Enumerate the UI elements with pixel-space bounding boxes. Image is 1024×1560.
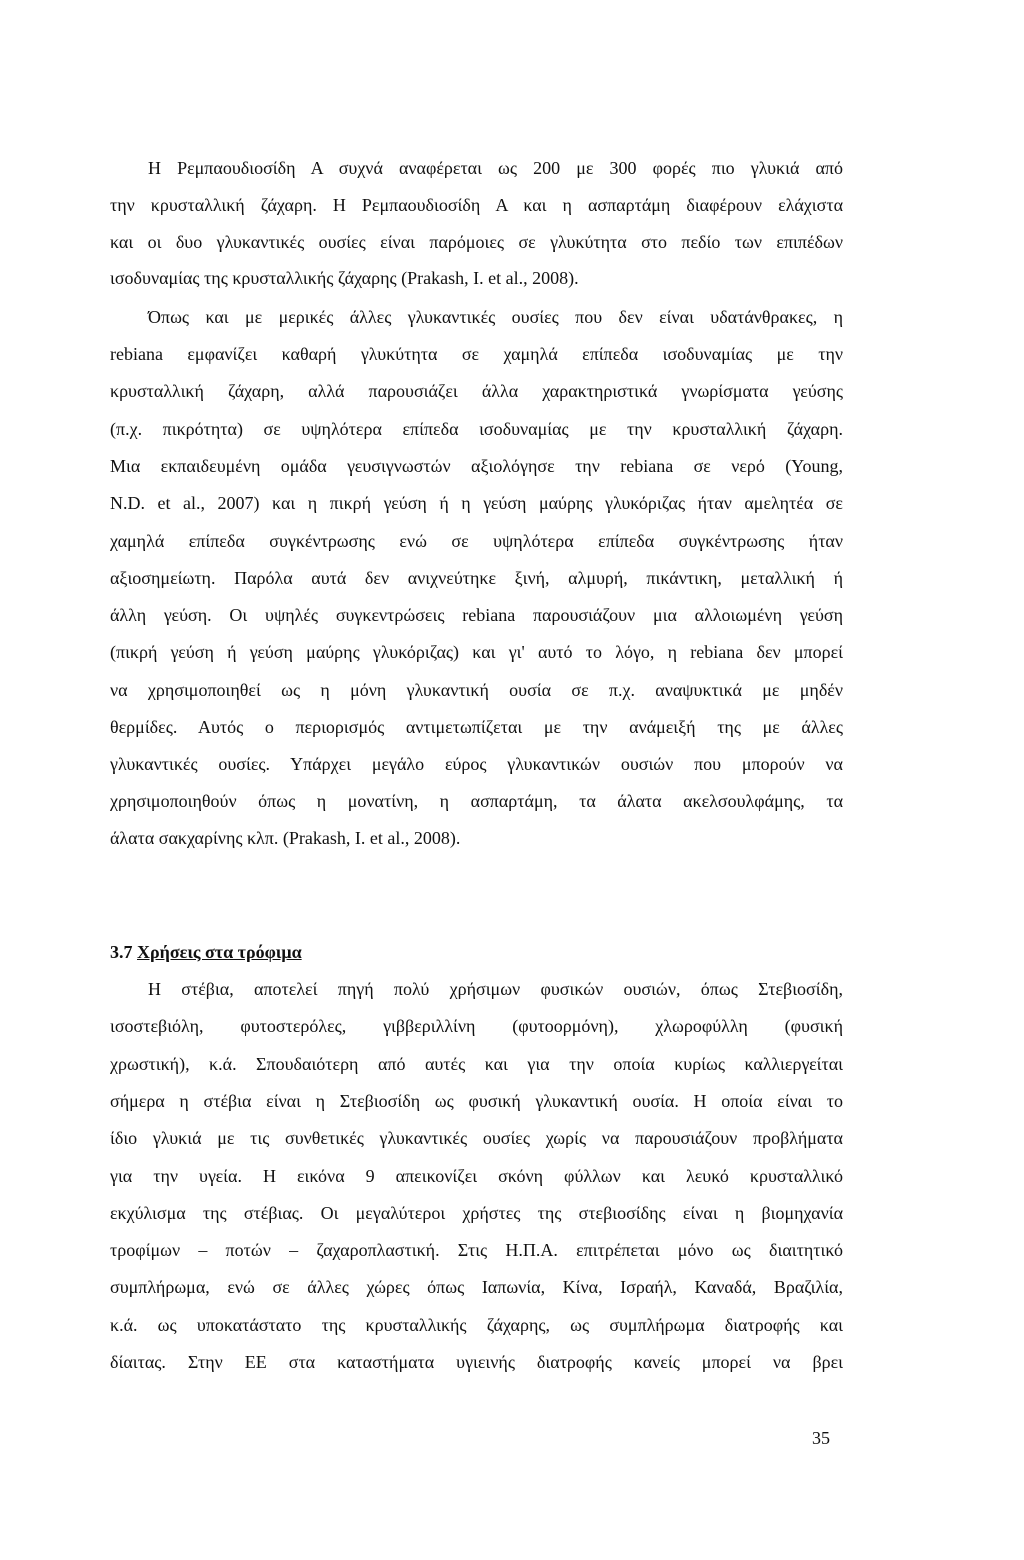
text-line: χαμηλά επίπεδα συγκέντρωσης ενώ σε υψηλότερα επίπεδα συγκέντρωσης ήταν — [110, 531, 843, 551]
text-line: άλλη γεύση. Οι υψηλές συγκεντρώσεις rebiana παρουσιάζουν μια αλλοιωμένη γεύση — [110, 605, 843, 625]
text-line: N.D. et al., 2007) και η πικρή γεύση ή η γεύση μαύρης γλυκόριζας ήταν αμελητέα σε — [110, 493, 843, 513]
text-line: συμπλήρωμα, ενώ σε άλλες χώρες όπως Ιαπωνία, Κίνα, Ισραήλ, Καναδά, Βραζιλία, — [110, 1277, 843, 1297]
text-line: να χρησιμοποιηθεί ως η μόνη γλυκαντική ουσία σε π.χ. αναψυκτικά με μηδέν — [110, 680, 843, 700]
text-line: σήμερα η στέβια είναι η Στεβιοσίδη ως φυσική γλυκαντική ουσία. Η οποία είναι το — [110, 1091, 843, 1111]
text-line: Η στέβια, αποτελεί πηγή πολύ χρήσιμων φυσικών ουσιών, όπως Στεβιοσίδη, — [148, 979, 843, 999]
text-line: ισοστεβιόλη, φυτοστερόλες, γιββεριλλίνη (φυτοορμόνη), χλωροφύλλη (φυσική — [110, 1016, 843, 1036]
text-line: Η Ρεμπαουδιοσίδη Α συχνά αναφέρεται ως 200 με 300 φορές πιο γλυκιά από — [148, 158, 843, 178]
page-number: 35 — [812, 1428, 830, 1448]
section-heading — [110, 940, 302, 964]
text-line: (πικρή γεύση ή γεύση μαύρης γλυκόριζας) και γι' αυτό το λόγο, η rebiana δεν μπορεί — [110, 642, 843, 662]
text-line: ίδιο γλυκιά με τις συνθετικές γλυκαντικές ουσίες χωρίς να παρουσιάζουν προβλήματα — [110, 1128, 843, 1148]
text-line: αξιοσημείωτη. Παρόλα αυτά δεν ανιχνεύτηκε ξινή, αλμυρή, πικάντικη, μεταλλική ή — [110, 568, 843, 588]
text-line: τροφίμων – ποτών – ζαχαροπλαστική. Στις Η.Π.Α. επιτρέπεται μόνο ως διαιτητικό — [110, 1240, 843, 1260]
text-line: κ.ά. ως υποκατάστατο της κρυσταλλικής ζάχαρης, ως συμπλήρωμα διατροφής και — [110, 1315, 843, 1335]
text-line: κρυσταλλική ζάχαρη, αλλά παρουσιάζει άλλα χαρακτηριστικά γνωρίσματα γεύσης — [110, 381, 843, 401]
text-line: άλατα σακχαρίνης κλπ. (Prakash, I. et al., 2008). — [110, 828, 461, 848]
section-number: 3.7 — [110, 942, 133, 962]
section-title: Χρήσεις στα τρόφιμα — [137, 942, 302, 962]
text-line: εκχύλισμα της στέβιας. Οι μεγαλύτεροι χρήστες της στεβιοσίδης είναι η βιομηχανία — [110, 1203, 843, 1223]
text-line: Όπως και με μερικές άλλες γλυκαντικές ουσίες που δεν είναι υδατάνθρακες, η — [148, 307, 843, 327]
text-line: rebiana εμφανίζει καθαρή γλυκύτητα σε χαμηλά επίπεδα ισοδυναμίας με την — [110, 344, 843, 364]
text-line: δίαιτας. Στην ΕΕ στα καταστήματα υγιεινής διατροφής κανείς μπορεί να βρει — [110, 1352, 843, 1372]
text-line: για την υγεία. Η εικόνα 9 απεικονίζει σκόνη φύλλων και λευκό κρυσταλλικό — [110, 1166, 843, 1186]
text-line: Μια εκπαιδευμένη ομάδα γευσιγνωστών αξιολόγησε την rebiana σε νερό (Young, — [110, 456, 843, 476]
text-line: ισοδυναμίας της κρυσταλλικής ζάχαρης (Prakash, I. et al., 2008). — [110, 268, 579, 288]
text-line: θερμίδες. Αυτός ο περιορισμός αντιμετωπίζεται με την ανάμειξή της με άλλες — [110, 717, 843, 737]
text-line: (π.χ. πικρότητα) σε υψηλότερα επίπεδα ισοδυναμίας με την κρυσταλλική ζάχαρη. — [110, 419, 843, 439]
text-line: χρωστική), κ.ά. Σπουδαιότερη από αυτές και για την οποία κυρίως καλλιεργείται — [110, 1054, 843, 1074]
text-line: γλυκαντικές ουσίες. Υπάρχει μεγάλο εύρος γλυκαντικών ουσιών που μπορούν να — [110, 754, 843, 774]
text-line: και οι δυο γλυκαντικές ουσίες είναι παρόμοιες σε γλυκύτητα στο πεδίο των επιπέδων — [110, 232, 843, 252]
text-line: την κρυσταλλική ζάχαρη. Η Ρεμπαουδιοσίδη Α και η ασπαρτάμη διαφέρουν ελάχιστα — [110, 195, 843, 215]
text-line: χρησιμοποιηθούν όπως η μονατίνη, η ασπαρτάμη, τα άλατα ακελσουλφάμης, τα — [110, 791, 843, 811]
